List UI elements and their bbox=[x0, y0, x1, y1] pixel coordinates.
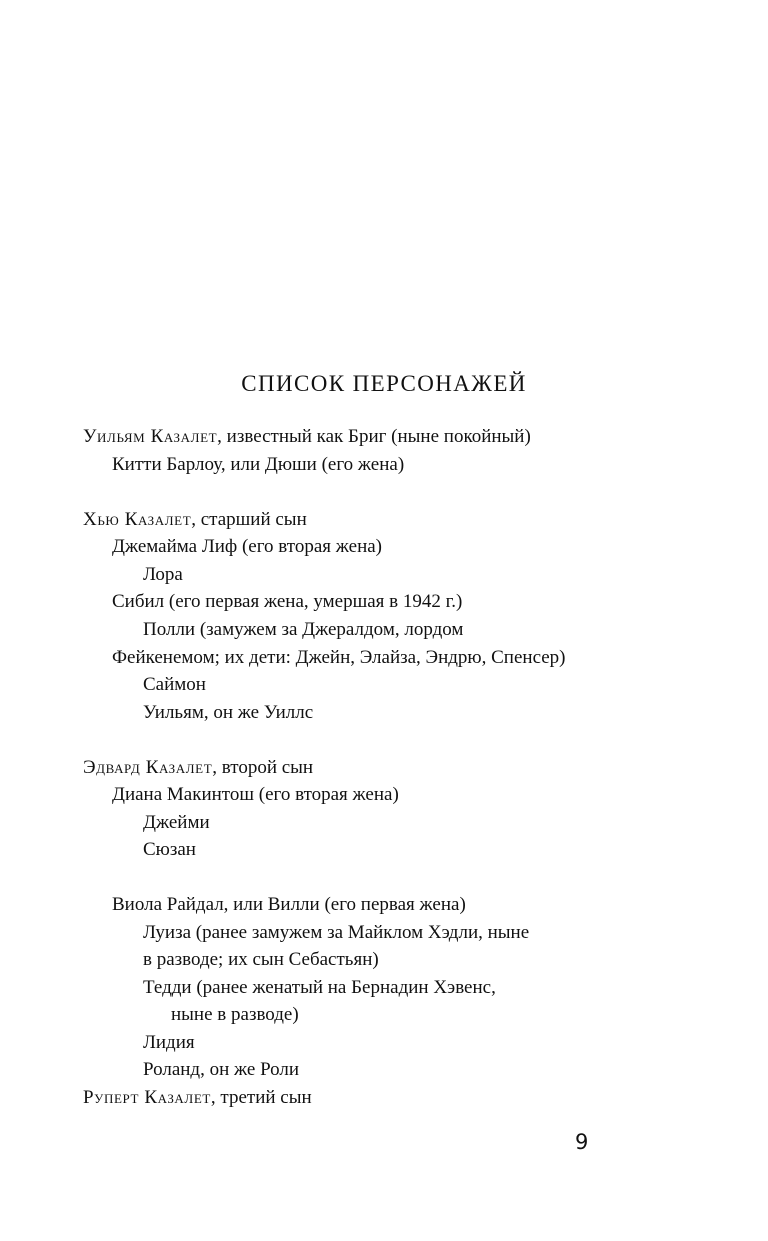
character-description: , второй сын bbox=[212, 757, 314, 778]
character-line: Сибил (его первая жена, умершая в 1942 г.) bbox=[112, 591, 463, 612]
character-line: Саймон bbox=[143, 674, 206, 695]
character-line: Тедди (ранее женатый на Бернадин Хэвенс, bbox=[143, 977, 496, 998]
family-head-rupert bbox=[83, 1085, 312, 1111]
character-line: в разводе; их сын Себастьян) bbox=[143, 949, 379, 970]
character-name: Руперт Казалет bbox=[83, 1087, 211, 1108]
character-line: Лидия bbox=[143, 1032, 195, 1053]
family-head-hugh bbox=[83, 507, 307, 533]
character-description: , известный как Бриг (ныне покойный) bbox=[217, 426, 531, 447]
character-line: Уильям, он же Уиллс bbox=[143, 702, 314, 723]
character-name: Эдвард Казалет bbox=[83, 757, 213, 778]
character-name: Хью Казалет bbox=[83, 509, 192, 530]
character-line: Роланд, он же Роли bbox=[143, 1059, 300, 1080]
character-line: Джейми bbox=[143, 812, 210, 833]
character-line: Джемайма Лиф (его вторая жена) bbox=[112, 536, 382, 557]
page-number: 9 bbox=[575, 1130, 589, 1154]
character-line: Китти Барлоу, или Дюши (его жена) bbox=[112, 454, 405, 475]
character-description: , третий сын bbox=[210, 1087, 312, 1108]
character-description: , старший сын bbox=[191, 509, 307, 530]
family-head-edward bbox=[83, 755, 313, 781]
character-line: Диана Макинтош (его вторая жена) bbox=[112, 784, 399, 805]
page-title: СПИСОК ПЕРСОНАЖЕЙ bbox=[241, 371, 527, 396]
character-line: Фейкенемом; их дети: Джейн, Элайза, Эндрю, Спенсер) bbox=[112, 647, 566, 668]
character-line: Виола Райдал, или Вилли (его первая жена) bbox=[112, 894, 466, 915]
character-line: ныне в разводе) bbox=[171, 1004, 299, 1025]
family-head-william bbox=[83, 424, 531, 450]
character-line: Сюзан bbox=[143, 839, 196, 860]
character-name: Уильям Казалет bbox=[83, 426, 218, 447]
character-line: Луиза (ранее замужем за Майклом Хэдли, ныне bbox=[143, 922, 530, 943]
character-line: Лора bbox=[143, 564, 183, 585]
character-line: Полли (замужем за Джералдом, лордом bbox=[143, 619, 464, 640]
